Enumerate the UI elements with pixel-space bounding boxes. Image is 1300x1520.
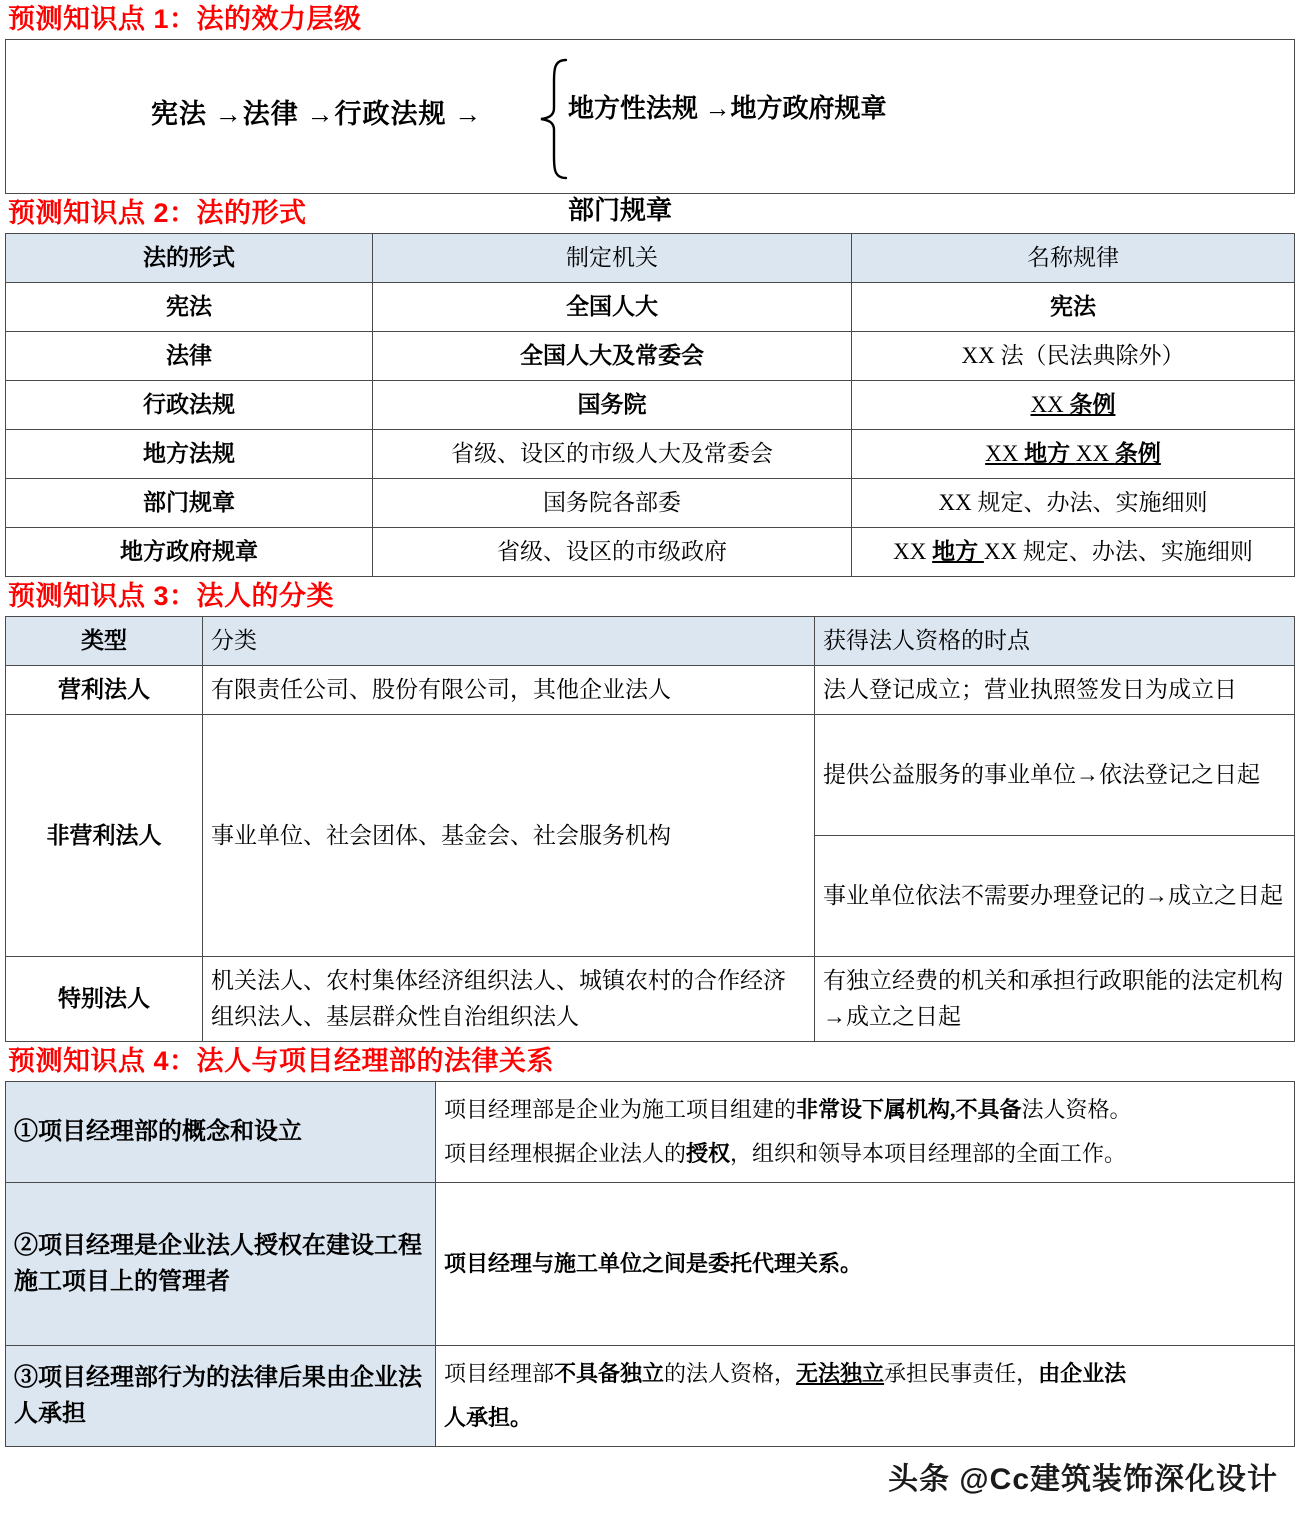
cell-law-form: 法律 (6, 332, 373, 381)
section-1-title: 预测知识点 1：法的效力层级 (8, 4, 362, 34)
text-run-bold-underline: 无法独立 (796, 1361, 885, 1386)
project-manager-legal-relation-table (5, 1081, 1295, 1447)
table-row (6, 381, 1295, 430)
cell-naming-rule: 宪法 (852, 283, 1295, 332)
naming-part: XX (893, 539, 933, 564)
cell-issuing-organ: 省级、设区的市级人大及常委会 (373, 430, 852, 479)
cell-law-form: 宪法 (6, 283, 373, 332)
content-line (444, 1352, 1286, 1396)
cell-classification: 有限责任公司、股份有限公司，其他企业法人 (203, 666, 815, 715)
hierarchy-chain-text: 宪法 →法律 →行政法规 → (151, 99, 483, 129)
text-run-bold: 非常设下属机构,不具备 (796, 1097, 1022, 1122)
cell-topic-content (436, 1183, 1295, 1346)
cell-topic-content (436, 1082, 1295, 1183)
cell-qualification-time: 有独立经费的机关和承担行政职能的法定机构→成立之日起 (815, 957, 1295, 1042)
table-row (6, 528, 1295, 577)
cell-naming-rule (852, 381, 1295, 430)
naming-part: XX (1075, 441, 1115, 466)
cell-naming-rule: XX 规定、办法、实施细则 (852, 479, 1295, 528)
header-classification: 分类 (203, 617, 815, 666)
section-3-title: 预测知识点 3：法人的分类 (8, 581, 335, 611)
naming-keyword-local: 地方 (1024, 441, 1076, 466)
cell-law-form: 部门规章 (6, 479, 373, 528)
branch-local-regulation-text: 地方性法规 →地方政府规章 (568, 94, 887, 123)
cell-issuing-organ: 全国人大及常委会 (373, 332, 852, 381)
text-run: ，组织和领导本项目经理部的全面工作。 (730, 1141, 1127, 1166)
cell-qualification-time: 法人登记成立；营业执照签发日为成立日 (815, 666, 1295, 715)
content-line (444, 1396, 1286, 1440)
naming-keyword: 条例 (1069, 392, 1116, 417)
cell-naming-rule: XX 法（民法典除外） (852, 332, 1295, 381)
cell-law-form: 地方政府规章 (6, 528, 373, 577)
table-row (6, 1183, 1295, 1346)
cell-person-type: 特别法人 (6, 957, 203, 1042)
cell-issuing-organ: 全国人大 (373, 283, 852, 332)
text-run-bold: 由企业法 (1038, 1361, 1127, 1386)
table-row (6, 332, 1295, 381)
text-run-bold: 项目经理与施工单位之间是委托代理关系。 (444, 1251, 863, 1276)
text-run: 的法人资格， (664, 1361, 797, 1386)
cell-qualification-time: 提供公益服务的事业单位→依法登记之日起 (815, 715, 1295, 836)
table-row (6, 715, 1295, 836)
header-qualification-time: 获得法人资格的时点 (815, 617, 1295, 666)
cell-classification: 机关法人、农村集体经济组织法人、城镇农村的合作经济组织法人、基层群众性自治组织法人 (203, 957, 815, 1042)
cell-topic-label: ①项目经理部的概念和设立 (6, 1082, 436, 1183)
content-line (444, 1132, 1286, 1176)
cell-issuing-organ: 国务院各部委 (373, 479, 852, 528)
branch-department-rule-text: 部门规章 (568, 196, 673, 225)
table-row (6, 957, 1295, 1042)
text-run: 项目经理部是企业为施工项目组建的 (444, 1097, 797, 1122)
text-run: 项目经理部 (444, 1361, 555, 1386)
cell-qualification-time: 事业单位依法不需要办理登记的→成立之日起 (815, 836, 1295, 957)
table-row (6, 1346, 1295, 1447)
naming-part: XX (985, 441, 1025, 466)
table-row (6, 283, 1295, 332)
text-run: 承担民事责任， (884, 1361, 1039, 1386)
cell-person-type: 非营利法人 (6, 715, 203, 957)
naming-keyword-local: 地方 (932, 539, 984, 564)
naming-prefix: XX (1030, 392, 1070, 417)
cell-law-form: 地方法规 (6, 430, 373, 479)
cell-topic-label: ③项目经理部行为的法律后果由企业法人承担 (6, 1346, 436, 1447)
text-run-bold: 授权 (686, 1141, 731, 1166)
curly-brace-icon (536, 58, 570, 180)
text-run: 法人资格。 (1021, 1097, 1132, 1122)
content-line (444, 1088, 1286, 1132)
text-run-bold: 不具备独立 (554, 1361, 665, 1386)
cell-issuing-organ: 国务院 (373, 381, 852, 430)
cell-topic-label: ②项目经理是企业法人授权在建设工程施工项目上的管理者 (6, 1183, 436, 1346)
cell-law-form: 行政法规 (6, 381, 373, 430)
cell-naming-rule (852, 430, 1295, 479)
header-issuing-organ: 制定机关 (373, 234, 852, 283)
legal-person-classification-table (5, 616, 1295, 1042)
cell-naming-rule (852, 528, 1295, 577)
header-naming-rule: 名称规律 (852, 234, 1295, 283)
text-run: 项目经理根据企业法人的 (444, 1141, 687, 1166)
law-forms-table (5, 233, 1295, 577)
table-header-row (6, 234, 1295, 283)
cell-person-type: 营利法人 (6, 666, 203, 715)
watermark-text: 头条 @Cc建筑装饰深化设计 (888, 1463, 1278, 1496)
table-row (6, 666, 1295, 715)
header-type: 类型 (6, 617, 203, 666)
header-law-form: 法的形式 (6, 234, 373, 283)
table-row (6, 1082, 1295, 1183)
table-header-row (6, 617, 1295, 666)
content-line (444, 1242, 1286, 1286)
naming-keyword: 条例 (1114, 441, 1161, 466)
table-row (6, 430, 1295, 479)
section-2-title: 预测知识点 2：法的形式 (8, 198, 307, 228)
cell-classification: 事业单位、社会团体、基金会、社会服务机构 (203, 715, 815, 957)
text-run-bold: 人承担。 (444, 1405, 533, 1430)
table-row (6, 479, 1295, 528)
section-4-title: 预测知识点 4：法人与项目经理部的法律关系 (8, 1046, 555, 1076)
cell-topic-content (436, 1346, 1295, 1447)
cell-issuing-organ: 省级、设区的市级政府 (373, 528, 852, 577)
naming-part: XX 规定、办法、实施细则 (983, 539, 1253, 564)
